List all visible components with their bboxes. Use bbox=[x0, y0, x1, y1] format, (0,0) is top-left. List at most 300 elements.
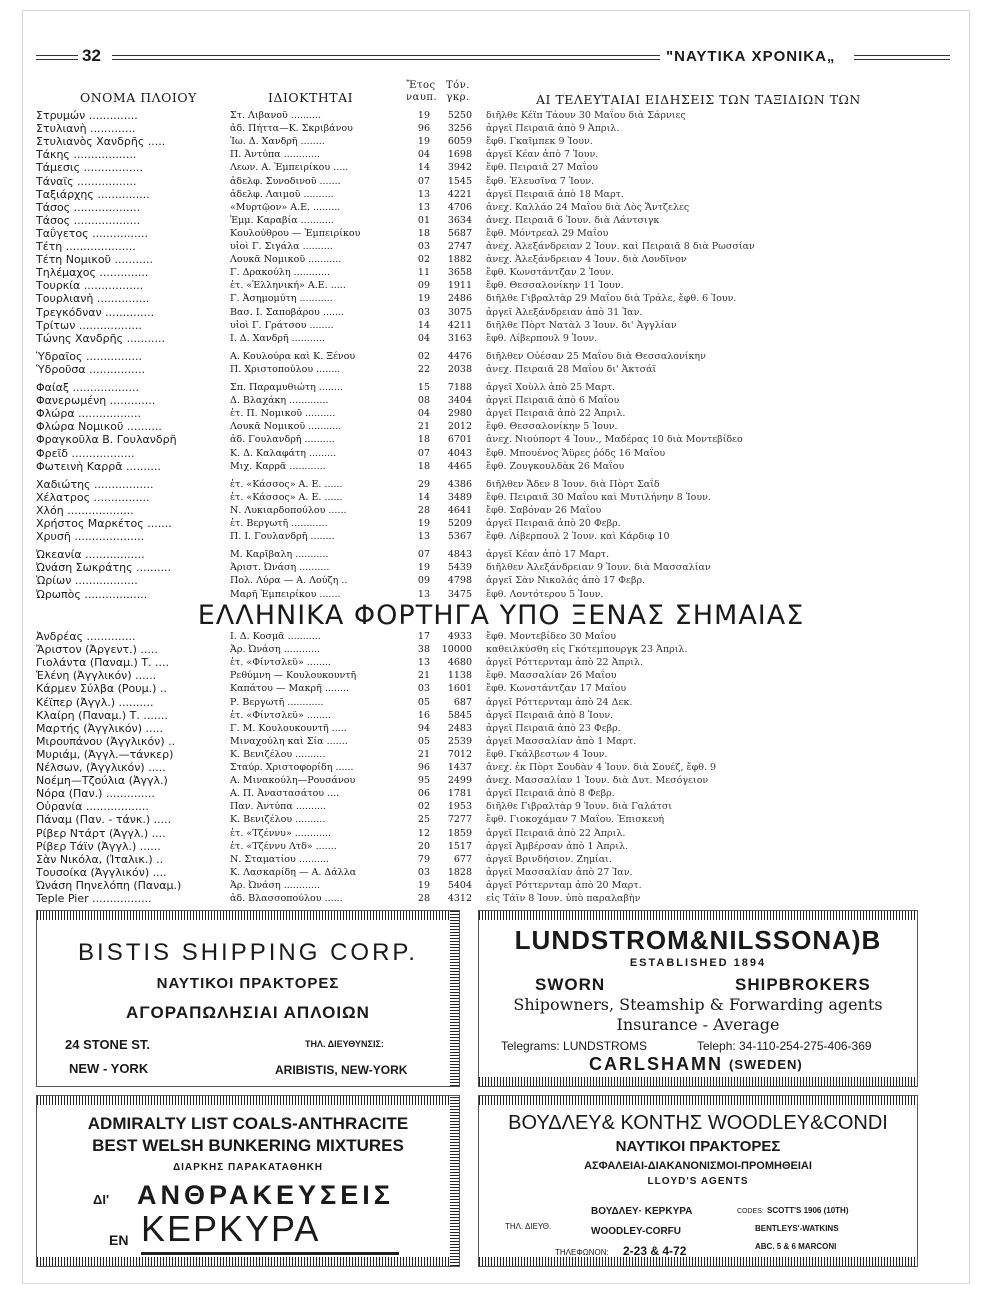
voyage-news: ἔφθ. Θεσσαλονίκην 5 Ἰουν. bbox=[486, 421, 618, 433]
bistis-tel-value: ARIBISTIS, NEW-YORK bbox=[275, 1063, 408, 1077]
ship-name: Μυριάμ, (Ἀγγλ.—τάνκερ) bbox=[36, 747, 174, 761]
gross-tonnage: 1517 bbox=[447, 840, 472, 852]
table-row bbox=[0, 478, 1000, 491]
table-row bbox=[0, 774, 1000, 787]
column-news-header: ΑΙ ΤΕΛΕΥΤΑΙΑΙ ΕΙΔΗΣΕΙΣ ΤΩΝ ΤΑΞΙΔΙΩΝ ΤΩΝ bbox=[536, 92, 861, 107]
build-year: 28 bbox=[417, 893, 430, 904]
woodley-code1: SCOTT'S 1906 (10TH) bbox=[767, 1206, 849, 1215]
voyage-news: ἀνεχ. Ἀλεξάνδρειαν 2 Ἰουν. καὶ Πειραιᾶ 8 διὰ Ρωσσίαν bbox=[486, 241, 755, 252]
table-row bbox=[0, 135, 1000, 148]
ship-name: Φρεῖδ .................. bbox=[36, 446, 135, 460]
gross-tonnage: 3163 bbox=[447, 332, 472, 344]
gross-tonnage: 3256 bbox=[447, 123, 472, 135]
ship-name: Τρεγκόδναν .............. bbox=[36, 305, 155, 319]
ad-border-bottom bbox=[479, 1257, 917, 1266]
gross-tonnage: 5367 bbox=[447, 531, 472, 543]
ship-name: Φλώρα .................. bbox=[36, 407, 142, 421]
owner-name: Κ. Βενιζέλου .......... bbox=[230, 748, 326, 760]
gross-tonnage: 5687 bbox=[447, 227, 472, 239]
owner-name: ἑτ. «Φίντσλεϋ» ........ bbox=[230, 657, 331, 669]
admiralty-line1: ADMIRALTY LIST COALS-ANTHRACITE bbox=[87, 1114, 409, 1133]
voyage-news: ἔφθ. Ζουγκουλδὰκ 26 Μαΐου bbox=[486, 460, 625, 472]
ship-name: Ὠνάση Πηνελόπη (Παναμ.) bbox=[36, 878, 182, 892]
woodley-tel-label: ΤΗΛ. ΔΙΕΥΘ. bbox=[505, 1222, 552, 1231]
table-row bbox=[0, 394, 1000, 407]
owner-name: Π. Ἀντύπα ............ bbox=[230, 149, 320, 161]
gross-tonnage: 4312 bbox=[447, 893, 472, 904]
build-year: 21 bbox=[417, 670, 430, 682]
build-year: 18 bbox=[417, 227, 430, 239]
lundstrom-established: ESTABLISHED 1894 bbox=[629, 957, 767, 969]
owner-name: ἑτ. «Κάσσος» Α. Ε. ...... bbox=[230, 491, 343, 503]
ship-name: Ὑδραῖος ................ bbox=[36, 349, 142, 363]
admiralty-line2: BEST WELSH BUNKERING MIXTURES bbox=[92, 1136, 404, 1155]
build-year: 02 bbox=[417, 801, 430, 813]
build-year: 18 bbox=[417, 460, 430, 472]
ship-name: Νέλσων, (Ἀγγλικόν) ..... bbox=[36, 761, 166, 774]
gross-tonnage: 2539 bbox=[447, 735, 472, 747]
build-year: 03 bbox=[417, 683, 430, 695]
owner-name: Ι. Δ. Κοσμᾶ ........... bbox=[230, 631, 321, 642]
build-year: 16 bbox=[417, 709, 430, 721]
build-year: 09 bbox=[417, 280, 430, 292]
bistis-address: 24 STONE ST. bbox=[65, 1037, 151, 1052]
voyage-news: ἀργεῖ Βρινδήσιον. Ζημίαι. bbox=[486, 853, 612, 865]
gross-tonnage: 6701 bbox=[447, 434, 472, 446]
table-row bbox=[0, 787, 1000, 800]
ship-name: Τρίτων .................. bbox=[36, 318, 142, 332]
table-row bbox=[0, 840, 1000, 853]
build-year: 03 bbox=[417, 866, 430, 878]
owner-name: Μ. Καρῖβαλη ........... bbox=[230, 549, 329, 561]
admiralty-en: ΕΝ bbox=[109, 1232, 129, 1248]
gross-tonnage: 1437 bbox=[447, 762, 472, 773]
gross-tonnage: 7012 bbox=[447, 748, 472, 760]
table-row bbox=[0, 420, 1000, 433]
table-row bbox=[0, 363, 1000, 376]
admiralty-line3: ΔΙΑΡΚΗΣ ΠΑΡΑΚΑΤΑΘΗΚΗ bbox=[172, 1162, 324, 1173]
build-year: 05 bbox=[417, 735, 430, 747]
ship-name: Τάναϊς ................. bbox=[36, 174, 137, 188]
gross-tonnage: 5209 bbox=[447, 518, 472, 529]
build-year: 96 bbox=[417, 123, 430, 135]
build-year: 13 bbox=[417, 657, 430, 669]
ship-name: Ρίβερ Ντάρτ (Ἀγγλ.) .... bbox=[36, 826, 166, 840]
owner-name: Σπ. Παραμυθιώτη ........ bbox=[230, 382, 343, 393]
table-row bbox=[0, 188, 1000, 201]
owner-name: Δ. Βλαχάκη ............. bbox=[230, 395, 329, 407]
owner-name: Ρεθύμνη — Κουλουκουντῆ bbox=[230, 670, 357, 682]
ship-name: Χλόη ................... bbox=[36, 503, 134, 517]
build-year: 19 bbox=[417, 110, 430, 121]
gross-tonnage: 5845 bbox=[447, 709, 472, 721]
gross-tonnage: 2483 bbox=[447, 722, 472, 734]
table-row bbox=[0, 491, 1000, 504]
table-row bbox=[0, 504, 1000, 517]
ship-name: Πάναμ (Παν. - τάνκ.) ..... bbox=[36, 813, 172, 827]
owner-name: ἑτ. «Ἑλληνική» Α.Ε. ..... bbox=[230, 280, 346, 292]
owner-name: Ἐμμ. Καραβία ........... bbox=[230, 214, 334, 226]
table-row bbox=[0, 148, 1000, 161]
gross-tonnage: 1601 bbox=[447, 683, 472, 695]
gross-tonnage: 1882 bbox=[447, 254, 472, 266]
bistis-city: NEW - YORK bbox=[69, 1061, 149, 1076]
woodley-phone-value: 2-23 & 4-72 bbox=[623, 1244, 687, 1258]
build-year: 07 bbox=[417, 549, 430, 561]
lundstrom-name: LUNDSTROM&NILSSONA)B bbox=[514, 925, 882, 955]
build-year: 19 bbox=[417, 518, 430, 529]
gross-tonnage: 5439 bbox=[447, 562, 472, 574]
lundstrom-sworn: SWORN bbox=[535, 975, 606, 994]
voyage-news: ἔφθ. Λίβερπουλ 2 Ἰουν. καὶ Κάρδιφ 10 bbox=[486, 531, 670, 543]
lundstrom-country: (SWEDEN) bbox=[729, 1057, 803, 1072]
woodley-tel1: ΒΟΥΔΛΕΥ· ΚΕΡΚΥΡΑ bbox=[591, 1206, 693, 1217]
build-year: 13 bbox=[417, 188, 430, 200]
owner-name: Ρ. Βεργωτῆ ............ bbox=[230, 696, 324, 708]
owner-name: ἀδελφ. Λαιμοῦ .......... bbox=[230, 188, 334, 200]
owner-name: «Μυρτῷον» Α.Ε. ......... bbox=[230, 201, 341, 213]
voyage-news: ἀνεχ. Μασσαλίαν 1 Ἰουν. διὰ Δυτ. Μεσόγειον bbox=[486, 775, 709, 787]
build-year: 11 bbox=[417, 267, 430, 279]
voyage-news: ἔφθ. Μόντρεαλ 29 Μαΐου bbox=[486, 227, 609, 239]
gross-tonnage: 4798 bbox=[447, 575, 472, 587]
ship-name: Στυλιανὴ ............. bbox=[36, 122, 136, 136]
woodley-code2: BENTLEYS'-WATKINS bbox=[755, 1224, 839, 1233]
ship-name: Ἀνδρέας .............. bbox=[36, 630, 136, 643]
owner-name: ἀδελφ. Συνοδινοῦ ....... bbox=[230, 175, 341, 187]
ship-name: Ταΰγετος ................ bbox=[36, 226, 149, 240]
admiralty-anthrakeuseis: ΑΝΘΡΑΚΕΥΣΕΙΣ bbox=[137, 1180, 394, 1210]
admiralty-di: ΔΙ' bbox=[93, 1192, 110, 1207]
ship-name: Νόρα (Παν.) .............. bbox=[36, 787, 155, 801]
owner-name: Γ. Μ. Κουλουκουντῆ ..... bbox=[230, 722, 347, 734]
voyage-news: ἀργεῖ Ἀλεξάνδρειαν ἀπὸ 31 Ἰαν. bbox=[486, 306, 643, 318]
owner-name: Κ. Δ. Καλαφάτη ......... bbox=[230, 447, 337, 459]
gross-tonnage: 2747 bbox=[447, 241, 472, 252]
voyage-news: ἀνεχ. Πειραιᾶ 28 Μαΐου δι' Ἀκτσάϊ bbox=[486, 363, 657, 375]
build-year: 19 bbox=[417, 562, 430, 574]
ship-name: Φαίαξ ................... bbox=[36, 381, 139, 394]
column-year-header: Ἔτος ναυπ. bbox=[406, 80, 438, 103]
gross-tonnage: 1859 bbox=[447, 827, 472, 839]
voyage-news: ἀνεχ. ἐκ Πὸρτ Σουδὰν 4 Ἰουν. διὰ Σουέζ, ἔφθ. 9 bbox=[486, 762, 717, 773]
build-year: 38 bbox=[417, 644, 430, 656]
gross-tonnage: 4386 bbox=[447, 478, 472, 490]
table-row bbox=[0, 407, 1000, 420]
ship-name: Κάρμεν Σύλβα (Ρουμ.) .. bbox=[36, 682, 167, 696]
voyage-news: ἔφθ. Θεσσαλονίκην 11 Ἰουν. bbox=[486, 280, 624, 292]
bistis-line2: ΑΓΟΡΑΠΩΛΗΣΙΑΙ ΑΠΛΟΙΩΝ bbox=[126, 1003, 370, 1022]
ship-name: Τέτη .................... bbox=[36, 240, 136, 253]
table-row bbox=[0, 800, 1000, 813]
owner-name: Μιχ. Καρρᾶ ............ bbox=[230, 460, 326, 472]
table-row bbox=[0, 761, 1000, 774]
ship-name: Χρήστος Μαρκέτος ....... bbox=[36, 517, 172, 530]
gross-tonnage: 677 bbox=[453, 853, 472, 865]
table-row bbox=[0, 735, 1000, 748]
ship-name: Ἑλένη (Ἀγγλικόν) ...... bbox=[36, 669, 157, 683]
ad-border-top bbox=[479, 1096, 917, 1105]
build-year: 02 bbox=[417, 254, 430, 266]
table-row bbox=[0, 517, 1000, 530]
owner-name: Λουκᾶ Νομικοῦ ........... bbox=[230, 254, 342, 266]
ship-name: Φλώρα Νομικοῦ .......... bbox=[36, 420, 162, 434]
lundstrom-line1: Shipowners, Steamship & Forwarding agents bbox=[513, 995, 883, 1014]
gross-tonnage: 3658 bbox=[447, 267, 472, 279]
lundstrom-telegrams: Telegrams: LUNDSTROMS bbox=[501, 1039, 648, 1053]
bistis-name: BISTIS SHIPPING CORP. bbox=[78, 939, 418, 966]
voyage-news: ἔφθ. Κωνστάντζαν 2 Ἰουν. bbox=[486, 267, 614, 279]
gross-tonnage: 6059 bbox=[447, 136, 472, 148]
table-row bbox=[0, 682, 1000, 695]
woodley-line2: ΑΣΦΑΛΕΙΑΙ-ΔΙΑΚΑΝΟΝΙΣΜΟΙ-ΠΡΟΜΗΘΕΙΑΙ bbox=[584, 1160, 812, 1172]
gross-tonnage: 1545 bbox=[447, 175, 472, 187]
owner-name: Πολ. Λύρα — Α. Λούζη .. bbox=[230, 575, 348, 587]
ship-name: Ὑδροῦσα ................ bbox=[36, 362, 146, 376]
voyage-news: ἔφθ. Μπουένος Ἄϋρες ῥόδς 16 Μαΐου bbox=[486, 447, 666, 459]
voyage-news: ἔφθ. Μασσαλίαν 26 Μαΐου bbox=[486, 670, 617, 682]
voyage-news: ἔφθ. Λίβερπουλ 9 Ἰουν. bbox=[486, 332, 598, 344]
column-owner-header: ΙΔΙΟΚΤΗΤΑΙ bbox=[268, 90, 354, 105]
ship-name: Teple Pier ................. bbox=[36, 892, 152, 905]
gross-tonnage: 4043 bbox=[447, 447, 472, 459]
gross-tonnage: 2980 bbox=[447, 408, 472, 420]
voyage-news: εἰς Τάϊν 8 Ἰουν. ὑπὸ παραλαβὴν bbox=[486, 893, 641, 904]
voyage-news: ἀργεῖ Πειραιᾶ ἀπὸ 20 Φεβρ. bbox=[486, 518, 621, 529]
gross-tonnage: 1828 bbox=[447, 866, 472, 878]
ship-name: Ὠνάση Σωκράτης .......... bbox=[36, 561, 172, 575]
table-row bbox=[0, 214, 1000, 227]
ad-border-bottom bbox=[479, 1077, 917, 1086]
kerkyra-underline bbox=[141, 1252, 399, 1255]
build-year: 14 bbox=[417, 162, 430, 174]
table-row bbox=[0, 447, 1000, 460]
table-row bbox=[0, 122, 1000, 135]
gross-tonnage: 3475 bbox=[447, 588, 472, 600]
voyage-news: ἀργεῖ Χοὺλλ ἀπὸ 25 Μαρτ. bbox=[486, 382, 616, 393]
voyage-news: ἔφθ. Πειραιᾶ 30 Μαΐου καὶ Μυτιλήνην 8 Ἰουν. bbox=[486, 491, 711, 503]
voyage-news: ἔφθ. Κωνστάντζαν 17 Μαΐου bbox=[486, 683, 627, 695]
voyage-news: ἀνεχ. Νιούπορτ 4 Ἰουν., Μαδέρας 10 διὰ Μοντεβίδεο bbox=[486, 434, 743, 446]
gross-tonnage: 4933 bbox=[447, 631, 472, 642]
woodley-phone-label: ΤΗΛΕΦΩΝΟΝ: bbox=[555, 1248, 609, 1257]
ship-name: Φωτεινὴ Καρρᾶ .......... bbox=[36, 459, 161, 473]
ship-name: Μιρουπάνου (Ἀγγλικόν) .. bbox=[36, 734, 176, 748]
owner-name: Ἀρ. Ὠνάση ............ bbox=[230, 644, 320, 656]
ship-name: Μαρτής (Ἀγγλικόν) ..... bbox=[36, 721, 163, 735]
voyage-news: ἀργεῖ Ρόττερνταμ ἀπὸ 22 Ἀπριλ. bbox=[486, 657, 644, 669]
table-row bbox=[0, 588, 1000, 601]
gross-tonnage: 4476 bbox=[447, 350, 472, 362]
ship-name: Φανερωμένη ............. bbox=[36, 394, 156, 408]
build-year: 19 bbox=[417, 136, 430, 148]
build-year: 96 bbox=[417, 762, 430, 773]
build-year: 08 bbox=[417, 395, 430, 407]
owner-name: Ἰω. Δ. Χανδρῆ ........ bbox=[230, 136, 325, 148]
owner-name: Γ. Δρακούλη ............ bbox=[230, 267, 330, 279]
voyage-news: ἀργεῖ Ρόττερνταμ ἀπὸ 24 Δεκ. bbox=[486, 696, 633, 708]
table-row bbox=[0, 319, 1000, 332]
build-year: 21 bbox=[417, 748, 430, 760]
woodley-line3: LLOYD'S AGENTS bbox=[647, 1176, 749, 1187]
build-year: 21 bbox=[417, 421, 430, 433]
owner-name: Παν. Ἀντύπα .......... bbox=[230, 801, 327, 813]
voyage-news: ἀργεῖ Πειραιᾶ ἀπὸ 8 Φεβρ. bbox=[486, 788, 615, 800]
gross-tonnage: 4706 bbox=[447, 201, 472, 213]
owner-name: ἑτ. Π. Νομικοῦ .......... bbox=[230, 408, 336, 420]
ship-name: Τουρλιανὴ ............... bbox=[36, 292, 150, 306]
voyage-news: διῆλθεν Οὐέσαν 25 Μαΐου διὰ Θεσσαλονίκην bbox=[486, 350, 706, 362]
voyage-news: ἀργεῖ Πειραιᾶ ἀπὸ 9 Ἀπριλ. bbox=[486, 123, 620, 135]
header-rule-mid bbox=[112, 55, 660, 60]
ship-name: Νοέμη—Τζούλια (Ἀγγλ.) bbox=[36, 774, 168, 788]
ship-name: Κέϊπερ (Ἀγγλ.) .......... bbox=[36, 695, 154, 709]
build-year: 17 bbox=[417, 631, 430, 642]
ship-name: Τάσος ................... bbox=[36, 213, 141, 227]
gross-tonnage: 4465 bbox=[447, 460, 472, 472]
owner-name: ἑτ. «Φίντσλεϋ» ........ bbox=[230, 709, 331, 721]
ad-admiralty bbox=[36, 1095, 460, 1267]
build-year: 25 bbox=[417, 814, 430, 826]
gross-tonnage: 687 bbox=[453, 696, 472, 708]
gross-tonnage: 2012 bbox=[447, 421, 472, 433]
voyage-news: ἀνεχ. Ἀλεξάνδρειαν 4 Ἰουν. διὰ Λονδῖνον bbox=[486, 254, 687, 266]
bistis-line1: ΝΑΥΤΙΚΟΙ ΠΡΑΚΤΟΡΕΣ bbox=[156, 975, 340, 992]
table-row bbox=[0, 240, 1000, 253]
voyage-news: ἀργεῖ Πειραιᾶ ἀπὸ 22 Ἀπριλ. bbox=[486, 408, 626, 420]
build-year: 18 bbox=[417, 434, 430, 446]
owner-name: Π. Ι. Γουλανδρῆ ........ bbox=[230, 531, 335, 543]
build-year: 13 bbox=[417, 531, 430, 543]
build-year: 05 bbox=[417, 696, 430, 708]
table-row bbox=[0, 879, 1000, 892]
voyage-news: ἔφθ. Γκαῖμπεκ 9 Ἰουν. bbox=[486, 136, 593, 148]
ship-name: Τουσοίκα (Ἀγγλικόν) .... bbox=[36, 865, 167, 879]
voyage-news: ἀργεῖ Πειραιᾶ ἀπὸ 6 Μαΐου bbox=[486, 395, 620, 407]
owner-name: υἱοὶ Γ. Γράτσου ........ bbox=[230, 319, 334, 331]
table-row bbox=[0, 892, 1000, 905]
woodley-tel2: WOODLEY-CORFU bbox=[591, 1226, 681, 1237]
voyage-news: ἔφθ. Σαβόναν 26 Μαΐου bbox=[486, 504, 602, 516]
owner-name: Ν. Λυκιαρδοπούλου ...... bbox=[230, 504, 347, 516]
gross-tonnage: 1781 bbox=[447, 788, 472, 800]
owner-name: Ἀριστ. Ὠνάση .......... bbox=[230, 562, 330, 574]
ship-name: Ὠρωπὸς .................. bbox=[36, 587, 148, 601]
woodley-codes-label: CODES: bbox=[737, 1208, 764, 1215]
table-row bbox=[0, 813, 1000, 826]
voyage-news: διῆλθε Γιβραλτὰρ 9 Ἰουν. διὰ Γαλάτσι bbox=[486, 801, 673, 813]
build-year: 07 bbox=[417, 175, 430, 187]
ad-bistis bbox=[36, 910, 460, 1087]
gross-tonnage: 2038 bbox=[447, 363, 472, 375]
ad-border-top bbox=[37, 911, 459, 920]
header-rule-left bbox=[36, 55, 78, 60]
table-row bbox=[0, 266, 1000, 279]
table-row bbox=[0, 561, 1000, 574]
owner-name: ἑτ. «Τζέννυ» ............ bbox=[230, 827, 332, 839]
owner-name: Γ. Ἀσημομύτη ........... bbox=[230, 293, 333, 305]
voyage-news: ἔφθ. Λοντότερου 5 Ἰουν. bbox=[486, 588, 604, 600]
ship-name: Στρυμών .............. bbox=[36, 109, 138, 122]
lundstrom-teleph: Teleph: 34-110-254-275-406-369 bbox=[697, 1039, 872, 1053]
gross-tonnage: 3942 bbox=[447, 162, 472, 174]
table-row bbox=[0, 722, 1000, 735]
ship-name: Γιολάντα (Παναμ.) Τ. .... bbox=[36, 656, 170, 670]
gross-tonnage: 4641 bbox=[447, 504, 472, 516]
voyage-news: διῆλθε Πὸρτ Νατὰλ 3 Ἰουν. δι' Ἀγγλίαν bbox=[486, 319, 677, 331]
voyage-news: ἀνεχ. Πειραιᾶ 6 Ἰουν. διὰ Λάντσιγκ bbox=[486, 214, 660, 226]
table-row bbox=[0, 109, 1000, 122]
owner-name: Στ. Λιβανοῦ .......... bbox=[230, 110, 321, 121]
ad-border-top bbox=[479, 911, 917, 920]
build-year: 01 bbox=[417, 214, 430, 226]
table-row bbox=[0, 279, 1000, 292]
build-year: 06 bbox=[417, 788, 430, 800]
gross-tonnage: 4211 bbox=[447, 319, 472, 331]
gross-tonnage: 5250 bbox=[447, 110, 472, 121]
build-year: 22 bbox=[417, 363, 430, 375]
owner-name: ἑτ. Βεργωτῆ ............ bbox=[230, 518, 328, 529]
owner-name: Καπάτου — Μακρῆ ........ bbox=[230, 683, 349, 695]
gross-tonnage: 2486 bbox=[447, 293, 472, 305]
owner-name: Α. Μινακούλη—Ρουσάνου bbox=[230, 775, 356, 787]
voyage-news: ἀργεῖ Ἀμβέρσαν ἀπὸ 1 Ἀπριλ. bbox=[486, 840, 628, 852]
ship-name: Τώνης Χανδρῆς ........... bbox=[36, 331, 166, 345]
table-row bbox=[0, 574, 1000, 587]
build-year: 14 bbox=[417, 319, 430, 331]
build-year: 13 bbox=[417, 588, 430, 600]
build-year: 15 bbox=[417, 382, 430, 393]
owner-name: ἀδ. Βλασσοπούλου ...... bbox=[230, 893, 343, 904]
table-row bbox=[0, 253, 1000, 266]
gross-tonnage: 3404 bbox=[447, 395, 472, 407]
lundstrom-city: CARLSHAMN bbox=[589, 1054, 723, 1074]
owner-name: ἑτ. «Κάσσος» Α. Ε. ...... bbox=[230, 478, 343, 490]
ship-name: Στυλιανὸς Χανδρῆς ..... bbox=[36, 135, 166, 149]
table-row bbox=[0, 669, 1000, 682]
voyage-news: ἀργεῖ Μασσαλίαν ἀπὸ 27 Ἰαν. bbox=[486, 866, 633, 878]
page-number: 32 bbox=[82, 46, 101, 65]
lundstrom-line2: Insurance - Average bbox=[616, 1015, 780, 1034]
voyage-news: διῆλθε Γιβραλτὰρ 29 Μαΐου διὰ Τράλε, ἔφθ. 6 Ἰουν. bbox=[486, 293, 737, 305]
gross-tonnage: 10000 bbox=[441, 644, 472, 656]
table-row bbox=[0, 201, 1000, 214]
voyage-news: ἔφθ. Γιοκοχάμαν 7 Μαΐου. Ἐπισκευή bbox=[486, 814, 665, 826]
gross-tonnage: 1138 bbox=[447, 670, 472, 682]
owner-name: Κ. Λασκαρίδη — Α. Δάλλα bbox=[230, 866, 357, 878]
table-row bbox=[0, 227, 1000, 240]
bistis-tel-label: ΤΗΛ. ΔΙΕΥΘΥΝΣΙΣ: bbox=[305, 1039, 384, 1049]
voyage-news: ἀργεῖ Κέαν ἀπὸ 7 Ἰουν. bbox=[486, 149, 599, 161]
build-year: 09 bbox=[417, 575, 430, 587]
build-year: 14 bbox=[417, 491, 430, 503]
ship-name: Κλαίρη (Παναμ.) Τ. ....... bbox=[36, 708, 168, 722]
table-row bbox=[0, 630, 1000, 643]
build-year: 95 bbox=[417, 775, 430, 787]
ship-name: Τάσος ................... bbox=[36, 200, 141, 214]
section-title: ΕΛΛΗΝΙΚΑ ΦΟΡΤΗΓΑ ΥΠΟ ΞΕΝΑΣ ΣΗΜΑΙΑΣ bbox=[197, 600, 805, 631]
ship-name: Τέτη Νομικοῦ ........... bbox=[36, 253, 153, 267]
owner-name: ἑτ. «Τζέννυ Λτδ» ....... bbox=[230, 840, 337, 852]
journal-title: "ΝΑΥΤΙΚΑ ΧΡΟΝΙΚΑ„ bbox=[666, 48, 836, 65]
gross-tonnage: 4221 bbox=[447, 188, 472, 200]
owner-name: Ἀρ. Ὠνάση ............ bbox=[230, 879, 320, 891]
table-row bbox=[0, 460, 1000, 473]
voyage-news: ἀργεῖ Πειραιᾶ ἀπὸ 18 Μαρτ. bbox=[486, 188, 624, 200]
table-row bbox=[0, 866, 1000, 879]
owner-name: ἀδ. Πήττα—Κ. Σκριβάνου bbox=[230, 123, 353, 135]
ship-name: Χαδιώτης ................. bbox=[36, 477, 154, 491]
